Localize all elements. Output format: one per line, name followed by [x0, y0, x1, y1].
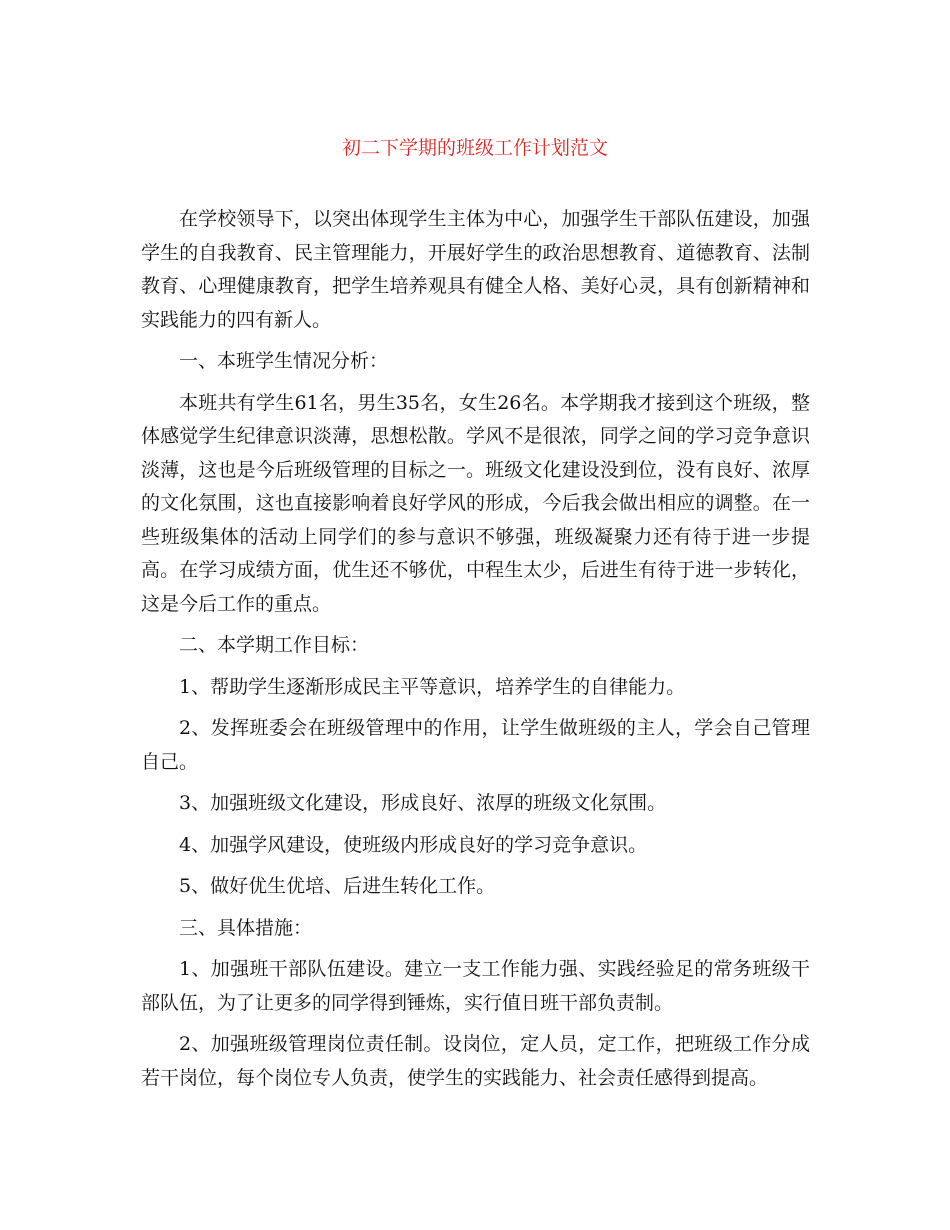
goal-item-4: 4、加强学风建设，使班级内形成良好的学习竞争意识。: [179, 833, 648, 856]
intro-paragraph: 在学校领导下，以突出体现学生主体为中心，加强学生干部队伍建设，加强学生的自我教育、民主管理能力，开展好学生的政治思想教育、道德教育、法制教育、心理健康教育，把学生培养观具有健全人格、美好心灵，具有创新精神和实践能力的四有新人。: [141, 208, 810, 331]
document-body: [141, 203, 810, 1103]
measure-item-2: 2、加强班级管理岗位责任制。设岗位，定人员，定工作，把班级工作分成若干岗位，每个岗位专人负责，使学生的实践能力、社会责任感得到提高。: [141, 1033, 810, 1089]
measure-item-1: 1、加强班干部队伍建设。建立一支工作能力强、实践经验足的常务班级干部队伍，为了让更多的同学得到锤炼，实行值日班干部负责制。: [141, 958, 810, 1014]
goal-item-1: 1、帮助学生逐渐形成民主平等意识，培养学生的自律能力。: [179, 675, 686, 698]
goal-item-5: 5、做好优生优培、后进生转化工作。: [179, 875, 496, 897]
section-heading-goals: 二、本学期工作目标：: [179, 634, 370, 656]
goal-item-3: 3、加强班级文化建设，形成良好、浓厚的班级文化氛围。: [179, 792, 667, 814]
document-title: 初二下学期的班级工作计划范文: [341, 137, 608, 159]
section-heading-measures: 三、具体措施：: [179, 916, 313, 939]
analysis-paragraph: 本班共有学生61名，男生35名，女生26名。本学期我才接到这个班级，整体感觉学生纪律意识淡薄，思想松散。学风不是很浓，同学之间的学习竞争意识淡薄，这也是今后班级管理的目标之一。班级文化建设没到位，没有良好、浓厚的文化氛围，这也直接影响着良好学风的形成，今后我会做出相应的调整。在一些班级集体的活动上同学们的参与意识不够强，班级凝聚力还有待于进一步提高。在学习成绩方面，优生还不够优，中程生太少，后进生有待于进一步转化，这是今后工作的重点。: [141, 391, 810, 615]
section-heading-analysis: 一、本班学生情况分析：: [179, 350, 389, 372]
goal-item-2: 2、发挥班委会在班级管理中的作用，让学生做班级的主人，学会自己管理自己。: [141, 717, 810, 773]
